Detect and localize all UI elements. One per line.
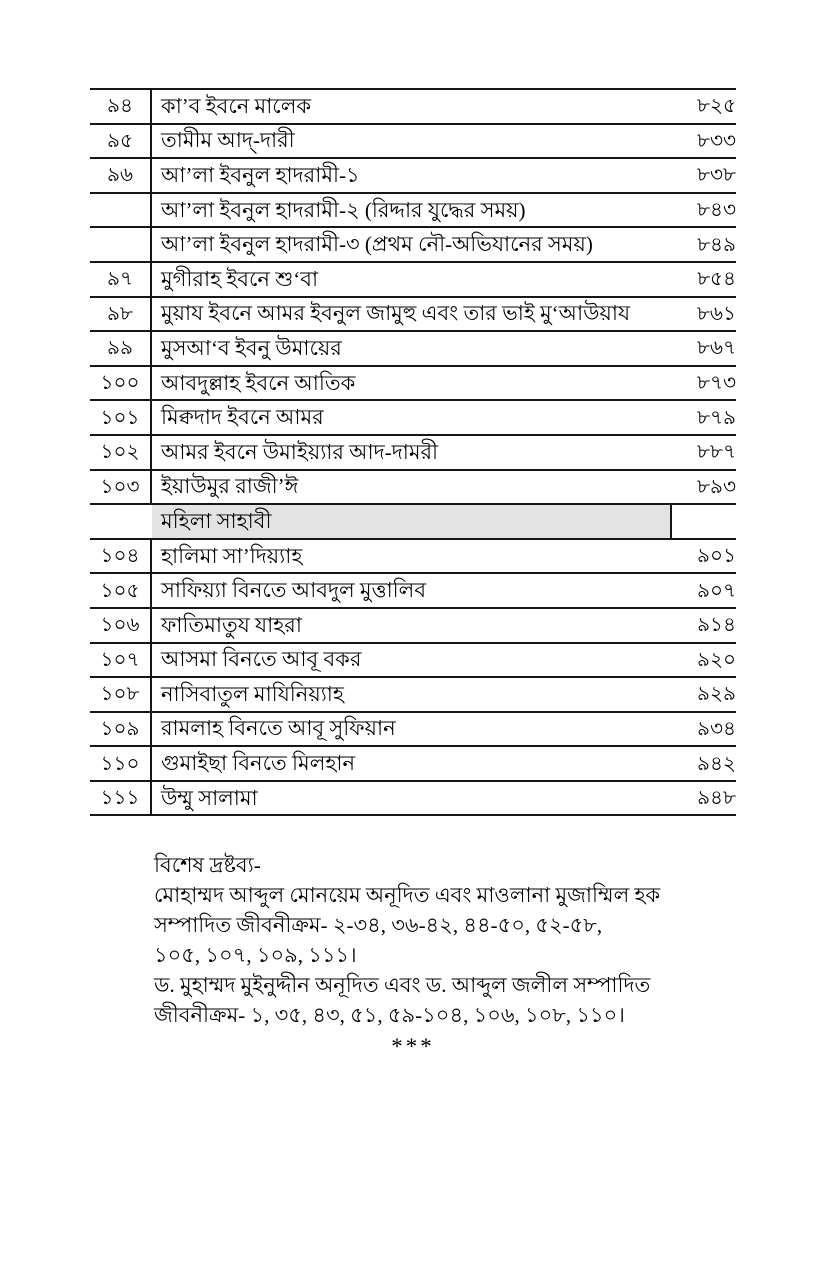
serial-cell <box>90 228 152 261</box>
page-cell: ৮৬৭ <box>697 337 736 360</box>
serial-cell: ৯৯ <box>90 332 152 365</box>
page-cell <box>672 505 736 538</box>
page-cell: ৮৬১ <box>697 302 736 325</box>
page-cell: ৯২০ <box>697 648 736 671</box>
name-cell: আ’লা ইবনুল হাদরামী-৩ (প্রথম নৌ-অভিযানের সময়) <box>161 232 593 257</box>
note-line: ১০৫, ১০৭, ১০৯, ১১১। <box>154 943 357 967</box>
serial-cell: ১০৮ <box>90 678 152 711</box>
table-row <box>90 263 736 298</box>
serial-cell: ১০২ <box>90 436 152 469</box>
note-lines <box>154 880 666 1030</box>
serial-cell: ১০৭ <box>90 644 152 677</box>
name-cell: আ’লা ইবনুল হাদরামী-২ (রিদ্দার যুদ্ধের সময়) <box>161 197 526 222</box>
page-cell: ৮৭৩ <box>697 372 736 395</box>
serial-cell: ৯৫ <box>90 125 152 158</box>
name-cell: মুয়ায ইবনে আমর ইবনুল জামুহু এবং তার ভাই মু‘আউয়ায <box>161 301 631 326</box>
name-cell: সাফিয়্যা বিনতে আবদুল মুত্তালিব <box>161 578 427 603</box>
table-row <box>90 228 736 263</box>
page-cell: ৯১৪ <box>697 614 736 637</box>
page-cell: ৮৪৯ <box>697 233 736 256</box>
serial-cell: ১০৯ <box>90 713 152 746</box>
note-line: জীবনীক্রম- ১, ৩৫, ৪৩, ৫১, ৫৯-১০৪, ১০৬, ১০৮, ১১০। <box>154 1003 625 1027</box>
serial-cell: ১০৪ <box>90 540 152 573</box>
table-row <box>90 747 736 782</box>
page-cell: ৯৩৪ <box>697 717 736 740</box>
name-cell: রামলাহ বিনতে আবূ সুফিয়ান <box>161 716 396 741</box>
serial-cell: ১০৫ <box>90 574 152 607</box>
name-cell: আ’লা ইবনুল হাদরামী-১ <box>161 162 360 187</box>
toc-table <box>90 88 736 816</box>
name-cell: আবদুল্লাহ ইবনে আতিক <box>161 370 356 395</box>
table-row <box>90 332 736 367</box>
page-cell: ৮৮৭ <box>697 441 736 464</box>
table-row <box>90 782 736 817</box>
page-cell: ৮৭৯ <box>697 406 736 429</box>
name-cell: মুসআ‘ব ইবনু উমায়ের <box>161 335 342 360</box>
section-title: মহিলা সাহাবী <box>152 505 672 538</box>
table-row <box>90 436 736 471</box>
table-row <box>90 471 736 506</box>
table-row <box>90 609 736 644</box>
name-cell: মিক্বদাদ ইবনে আমর <box>161 405 324 430</box>
serial-cell: ৯৬ <box>90 159 152 192</box>
end-mark: *** <box>391 1034 435 1059</box>
page-cell: ৮৯৩ <box>697 475 736 498</box>
name-cell: নাসিবাতুল মাযিনিয়্যাহ <box>161 681 344 706</box>
serial-cell: ৯৪ <box>90 90 152 123</box>
serial-cell: ৯৭ <box>90 263 152 296</box>
table-row <box>90 678 736 713</box>
name-cell: ফাতিমাতুয যাহরা <box>161 612 302 637</box>
section-header-row <box>90 505 736 540</box>
serial-cell: ১০৬ <box>90 609 152 642</box>
page-cell: ৮২৫ <box>697 95 736 118</box>
page-cell: ৮৪৩ <box>697 199 736 222</box>
serial-cell <box>90 505 152 538</box>
name-cell: তামীম আদ্‌-দারী <box>161 128 295 153</box>
name-cell: হালিমা সা’দিয়্যাহ <box>161 543 303 568</box>
serial-cell <box>90 194 152 227</box>
page-cell: ৯০১ <box>697 545 736 568</box>
page-cell: ৯০৭ <box>697 579 736 602</box>
serial-cell: ১১০ <box>90 747 152 780</box>
table-row <box>90 194 736 229</box>
page-cell: ৯২৯ <box>697 683 736 706</box>
table-row <box>90 159 736 194</box>
serial-cell: ১১১ <box>90 782 152 815</box>
serial-cell: ১০০ <box>90 367 152 400</box>
table-row <box>90 367 736 402</box>
name-cell: আমর ইবনে উমাইয়্যার আদ-দামরী <box>161 439 439 464</box>
name-cell: আসমা বিনতে আবূ বকর <box>161 647 362 672</box>
table-row <box>90 540 736 575</box>
name-cell: ইয়াউমুর রাজী’ঈ <box>161 474 299 499</box>
table-row <box>90 574 736 609</box>
note-line: সম্পাদিত জীবনীক্রম- ২-৩৪, ৩৬-৪২, ৪৪-৫০, ৫২-৫৮, <box>154 913 603 937</box>
name-cell: গুমাইছা বিনতে মিলহান <box>161 751 356 776</box>
serial-cell: ১০১ <box>90 401 152 434</box>
table-row <box>90 713 736 748</box>
notes-section <box>154 850 666 1030</box>
table-row <box>90 298 736 333</box>
table-row <box>90 401 736 436</box>
name-cell: মুগীরাহ ইবনে শু‘বা <box>161 266 319 291</box>
note-line: মোহাম্মদ আব্দুল মোনয়েম অনূদিত এবং মাওলানা মুজাম্মিল হক <box>154 883 661 907</box>
table-row <box>90 125 736 160</box>
note-heading: বিশেষ দ্রষ্টব্য- <box>154 853 261 877</box>
table-row <box>90 644 736 679</box>
page-cell: ৯৪২ <box>697 752 736 775</box>
name-cell: উম্মু সালামা <box>161 785 258 810</box>
name-cell: কা’ব ইবনে মালেক <box>161 93 312 118</box>
page-cell: ৯৪৮ <box>697 787 736 810</box>
table-row <box>90 90 736 125</box>
serial-cell: ৯৮ <box>90 298 152 331</box>
page-cell: ৮৫৪ <box>697 268 736 291</box>
page-cell: ৮৩৮ <box>697 164 736 187</box>
note-line: ড. মুহাম্মদ মুইনুদ্দীন অনূদিত এবং ড. আব্দুল জলীল সম্পাদিত <box>154 973 651 997</box>
serial-cell: ১০৩ <box>90 471 152 504</box>
page-cell: ৮৩৩ <box>697 129 736 152</box>
